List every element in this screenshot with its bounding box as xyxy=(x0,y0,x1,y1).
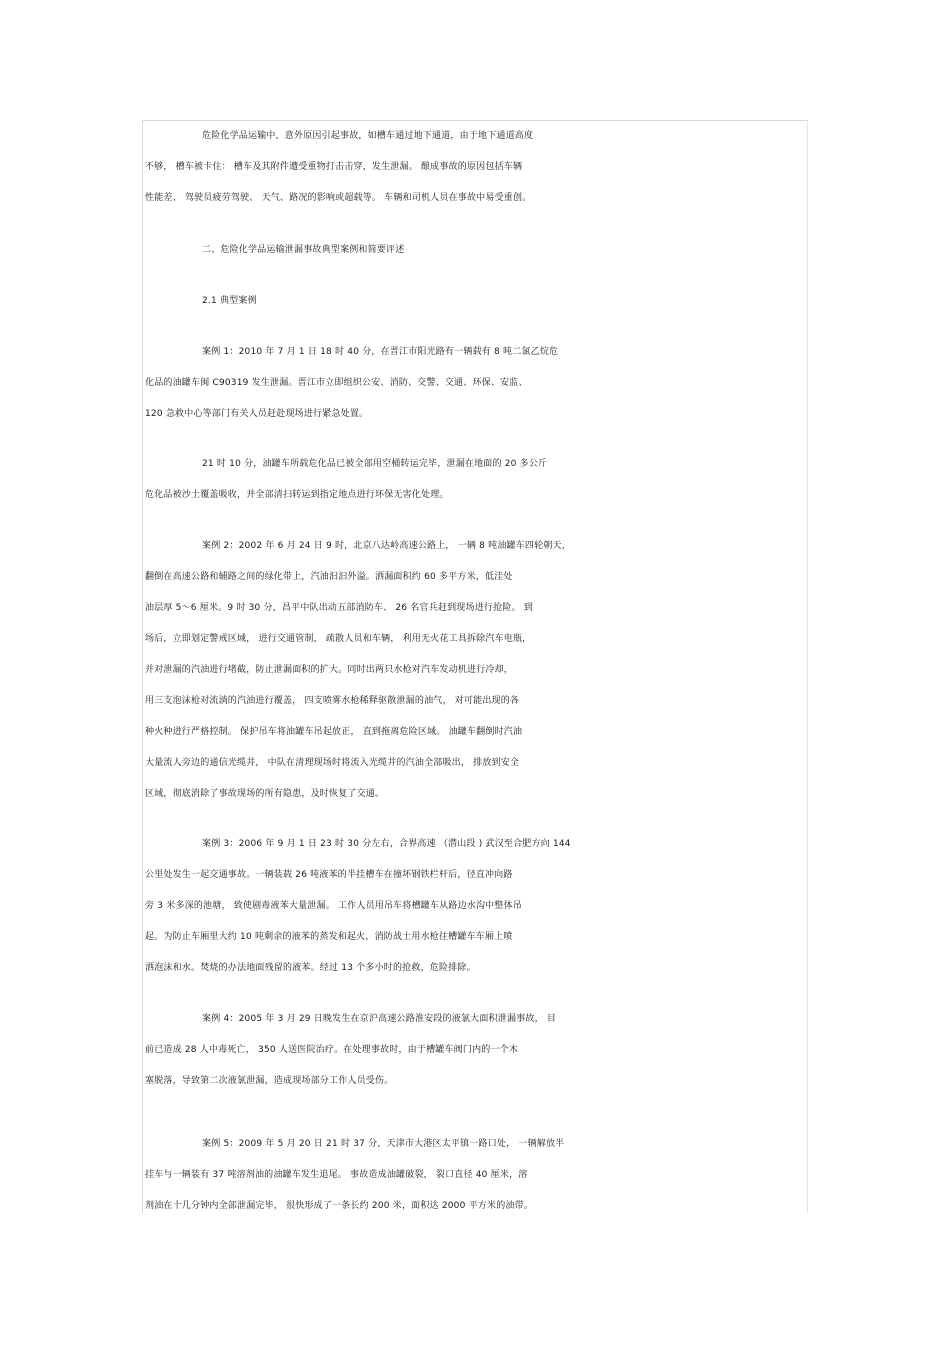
case2-line-6: 用三支泡沫枪对流淌的汽油进行覆盖， 四支喷雾水枪稀释驱散泄漏的油气， 对可能出现的各 xyxy=(145,696,520,706)
case4-line-1: 案例 4：2005 年 3 月 29 日晚发生在京沪高速公路淮安段的液氯大面积泄漏事故， 目 xyxy=(202,1014,557,1024)
case4-line-3: 塞脱落，导致第二次液氯泄漏，造成现场部分工作人员受伤。 xyxy=(145,1076,394,1086)
case2-line-1: 案例 2：2002 年 6 月 24 日 9 时，北京八达岭高速公路上， 一辆 8 吨油罐车四轮朝天， xyxy=(202,541,571,551)
case5-line-3: 剂油在十几分钟内全部泄漏完毕， 很快形成了一条长约 200 米，面积达 2000 平方米的油带。 xyxy=(145,1201,533,1211)
intro-line-1: 危险化学品运输中，意外原因引起事故，如槽车通过地下通道，由于地下通道高度 xyxy=(202,131,534,141)
case5-line-1: 案例 5：2009 年 5 月 20 日 21 时 37 分，天津市大港区太平镇一路口处， 一辆解放半 xyxy=(202,1139,565,1149)
case1-followup-line-1: 21 时 10 分，油罐车所载危化品已被全部用空桶转运完毕，泄漏在地面的 20 多公斤 xyxy=(202,459,548,469)
case3-line-3: 旁 3 米多深的池塘， 致使剧毒液苯大量泄漏。 工作人员用吊车将槽罐车从路边水沟中整体吊 xyxy=(145,901,522,911)
subsection-heading: 2.1 典型案例 xyxy=(202,296,257,306)
intro-line-3: 性能差、 驾驶员疲劳驾驶、 天气、路况的影响或超载等。 车辆和司机人员在事故中易受重创。 xyxy=(145,193,532,203)
case3-line-2: 公里处发生一起交通事故。一辆装载 26 吨液苯的半挂槽车在撞坏钢铁栏杆后，径直冲向路 xyxy=(145,870,513,880)
case1-followup-line-2: 危化品被沙土覆盖吸收，并全部清扫转运到指定地点进行环保无害化处理。 xyxy=(145,490,449,500)
case2-line-2: 翻倒在高速公路和辅路之间的绿化带上，汽油汩汩外溢。洒漏面积约 60 多平方米，低洼处 xyxy=(145,572,513,582)
case2-line-4: 场后，立即划定警戒区域， 进行交通管制， 疏散人员和车辆， 利用无火花工具拆除汽车电瓶， xyxy=(145,634,532,644)
case2-line-5: 并对泄漏的汽油进行堵截，防止泄漏面积的扩大。同时出两只水枪对汽车发动机进行冷却， xyxy=(145,665,514,675)
case3-line-4: 起。为防止车厢里大约 10 吨剩余的液苯的蒸发和起火，消防战士用水枪往槽罐车车厢上喷 xyxy=(145,932,513,942)
case2-line-7: 种火种进行严格控制。 保护吊车将油罐车吊起放正， 直到拖离危险区域。 油罐车翻倒时汽油 xyxy=(145,727,523,737)
case1-line-2: 化品的油罐车闽 C90319 发生泄漏。晋江市立即组织公安、消防、交警、交通、环保、安监、 xyxy=(145,378,528,388)
case3-line-1: 案例 3：2006 年 9 月 1 日 23 时 30 分左右，合界高速 （潜山段 ) 武汉至合肥方向 144 xyxy=(202,839,571,849)
case1-line-3: 120 急救中心等部门有关人员赶赴现场进行紧急处置。 xyxy=(145,409,369,419)
intro-line-2: 不够， 槽车被卡住： 槽车及其附件遭受重物打击击穿，发生泄漏。 酿成事故的原因包括车辆 xyxy=(145,162,523,172)
case2-line-8: 大量流人旁边的通信光缆井， 中队在清理现场时将流入光缆井的汽油全部吸出， 排放到安全 xyxy=(145,758,520,768)
case2-line-3: 油层厚 5～6 厘米。9 时 30 分，昌平中队出动五部消防车、 26 名官兵赶到现场进行抢险。 到 xyxy=(145,603,533,613)
case3-line-5: 洒泡沫和水。焚烧的办法地面残留的液苯。经过 13 个多小时的抢救，危险排除。 xyxy=(145,963,476,973)
case4-line-2: 前已造成 28 人中毒死亡， 350 人送医院治疗。在处理事故时，由于槽罐车阀门内的一个木 xyxy=(145,1045,519,1055)
case5-line-2: 挂车与一辆装有 37 吨溶剂油的油罐车发生追尾。 事故造成油罐破裂， 裂口直径 40 厘米，溶 xyxy=(145,1170,528,1180)
case2-line-9: 区域，彻底消除了事故现场的所有隐患，及时恢复了交通。 xyxy=(145,789,385,799)
case1-line-1: 案例 1：2010 年 7 月 1 日 18 时 40 分，在晋江市阳光路有一辆载有 8 吨二氯乙烷危 xyxy=(202,347,559,357)
section-heading: 二、危险化学品运输泄漏事故典型案例和简要评述 xyxy=(202,245,405,255)
